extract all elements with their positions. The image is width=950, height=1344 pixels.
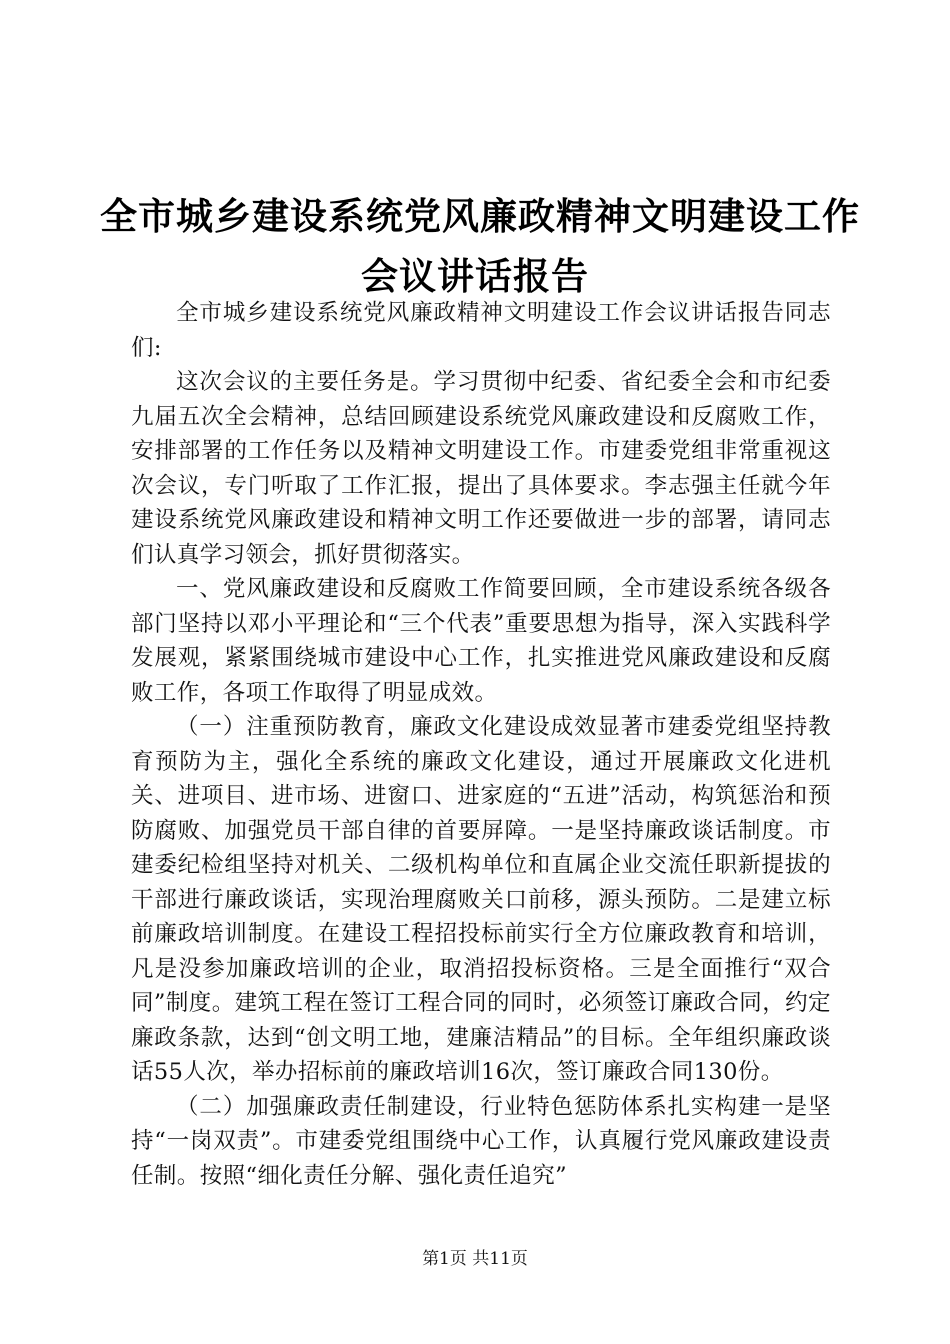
- paragraph-opening: 全市城乡建设系统党风廉政精神文明建设工作会议讲话报告同志们:: [131, 300, 831, 361]
- document-title-line-2: 会议讲话报告: [361, 255, 589, 298]
- document-body: [131, 296, 831, 1193]
- paragraph-subsection-one: （一）注重预防教育，廉政文化建设成效显著市建委党组坚持教育预防为主，强化全系统的廉政文化建设，通过开展廉政文化进机关、进项目、进市场、进窗口、进家庭的“五进”活动，构筑惩治和预防腐败、加强党员干部自律的首要屏障。一是坚持廉政谈话制度。市建委纪检组坚持对机关、二级机构单位和直属企业交流任职新提拔的干部进行廉政谈话，实现治理腐败关口前移，源头预防。二是建立标前廉政培训制度。在建设工程招投标前实行全方位廉政教育和培训，凡是没参加廉政培训的企业，取消招投标资格。三是全面推行“双合同”制度。建筑工程在签订工程合同的同时，必须签订廉政合同，约定廉政条款，达到“创文明工地，建廉洁精品”的目标。全年组织廉政谈话55人次，举办招标前的廉政培训16次，签订廉政合同130份。: [131, 714, 831, 1085]
- page-footer: 第1页 共11页: [422, 1249, 528, 1269]
- paragraph-section-one: 一、党风廉政建设和反腐败工作简要回顾，全市建设系统各级各部门坚持以邓小平理论和“三个代表”重要思想为指导，深入实践科学发展观，紧紧围绕城市建设中心工作，扎实推进党风廉政建设和反腐败工作，各项工作取得了明显成效。: [131, 576, 831, 706]
- paragraph-subsection-two: （二）加强廉政责任制建设，行业特色惩防体系扎实构建一是坚持“一岗双责”。市建委党组围绕中心工作，认真履行党风廉政建设责任制。按照“细化责任分解、强化责任追究”: [131, 1093, 831, 1189]
- document-title-line-1: 全市城乡建设系统党风廉政精神文明建设工作: [100, 195, 860, 238]
- paragraph-meeting-tasks: 这次会议的主要任务是。学习贯彻中纪委、省纪委全会和市纪委九届五次全会精神，总结回顾建设系统党风廉政建设和反腐败工作，安排部署的工作任务以及精神文明建设工作。市建委党组非常重视这次会议，专门听取了工作汇报，提出了具体要求。李志强主任就今年建设系统党风廉政建设和精神文明工作还要做进一步的部署，请同志们认真学习领会，抓好贯彻落实。: [131, 369, 831, 568]
